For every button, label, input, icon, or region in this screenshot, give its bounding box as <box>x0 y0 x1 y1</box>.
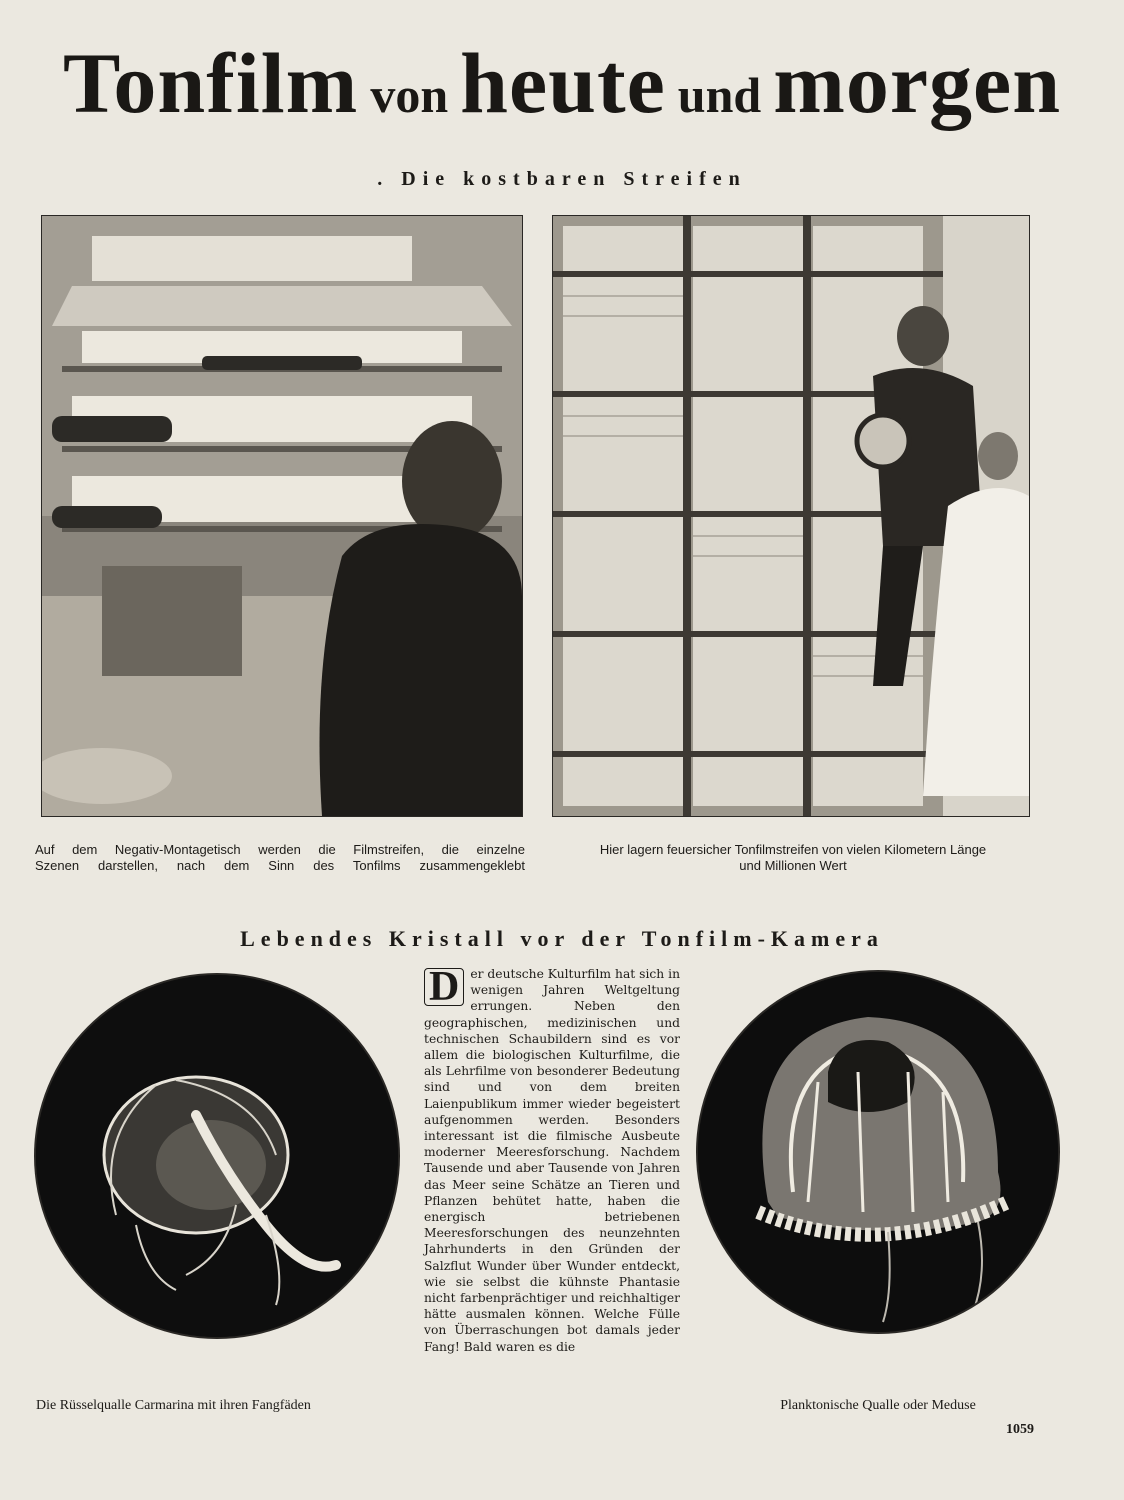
headline-word-tonfilm: Tonfilm <box>62 35 359 131</box>
photo-carmarina-jellyfish <box>36 975 398 1337</box>
caption-storage-line2: und Millionen Wert <box>739 858 847 873</box>
photo-montage-table <box>41 215 523 817</box>
photo-plankton-medusa <box>698 972 1058 1332</box>
article-dropcap: D <box>424 968 464 1006</box>
caption-montage-line1: Auf dem Negativ-Montagetisch werden die Filmstreifen, die einzelne <box>35 842 525 857</box>
caption-carmarina: Die Rüsselqualle Carmarina mit ihren Fangfäden <box>36 1398 311 1413</box>
caption-montage-line2: Szenen darstellen, nach dem Sinn des Tonfilms zusammengeklebt <box>35 858 525 873</box>
caption-montage-table <box>35 842 525 874</box>
caption-medusa: Planktonische Qualle oder Meduse <box>780 1398 976 1413</box>
article-text: er deutsche Kulturfilm hat sich in wenigen Jahren Weltgeltung errungen. Neben den geographischen, medizinischen und technischen Schaubildern sind es vor allem die biologischen Kulturfilme, die als Lehrfilme von besonderer Bedeutung sind und von dem breiten Laienpublikum immer wieder begeistert aufgenommen werden. Besonders interessant ist die filmische Ausbeute moderner Meeresforschung. Nachdem Tausende und aber Tausende von Jahren das Meer seine Schätze an Tieren und Pflanzen behütet hatte, haben die energisch betriebenen Meeresforschungen des neunzehnten Jahrhunderts in den Gründen der Salzflut Wunder über Wunder entdeckt, wie sie selbst die kühnste Phantasie nicht farbenprächtiger und reichhaltiger hätte ausmalen können. Welche Fülle von Überraschungen bot damals jeder Fang! Bald waren es die <box>424 967 680 1354</box>
jellyfish-carmarina-image <box>36 975 398 1337</box>
article-body <box>424 966 680 1355</box>
headline-word-heute: heute <box>460 35 666 131</box>
photo-film-storage <box>552 215 1030 817</box>
headline-word-morgen: morgen <box>773 35 1062 131</box>
photo-montage-table-image <box>42 216 522 816</box>
headline-word-und: und <box>677 67 762 123</box>
section1-title: . Die kostbaren Streifen <box>377 168 747 190</box>
headline <box>0 35 1124 131</box>
headline-word-von: von <box>370 67 449 123</box>
jellyfish-medusa-image <box>698 972 1058 1332</box>
caption-film-storage <box>550 842 1036 874</box>
caption-storage-line1: Hier lagern feuersicher Tonfilmstreifen von vielen Kilometern Länge <box>599 842 987 857</box>
photo-film-storage-image <box>553 216 1029 816</box>
section2-title: Lebendes Kristall vor der Tonfilm-Kamera <box>240 926 884 951</box>
page-number: 1059 <box>1006 1422 1034 1437</box>
